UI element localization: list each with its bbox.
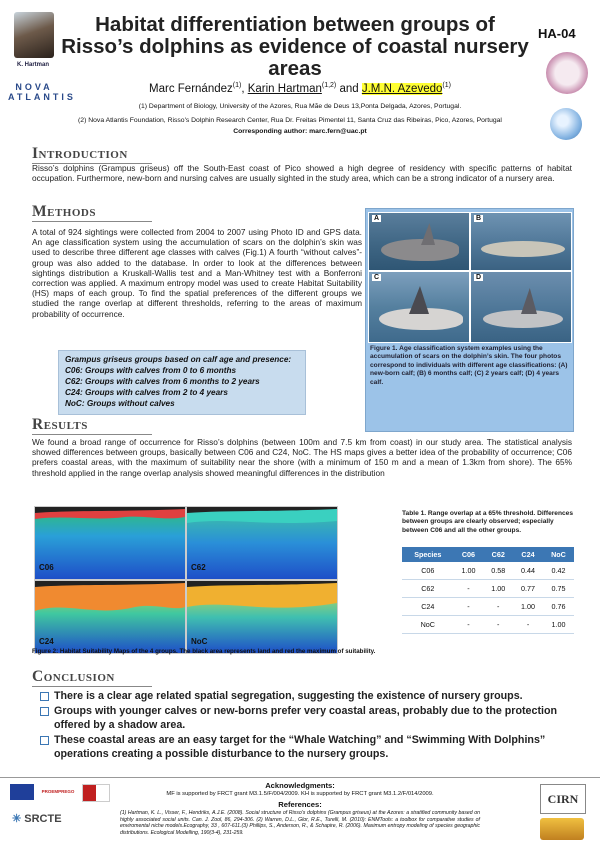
map-c24: C24 [34, 580, 186, 654]
photo-caption: K. Hartman [16, 62, 49, 68]
table-cell: NoC [402, 616, 454, 634]
checkbox-bullet-icon [40, 692, 49, 701]
table-cell: - [513, 616, 543, 634]
table-1-caption: Table 1. Range overlap at a 65% threshold. Differences between groups are clearly observed; especially between C06 and all the other groups. [402, 510, 574, 534]
table-cell: - [454, 616, 484, 634]
eu-flag-logo [10, 784, 34, 800]
author-photo [14, 12, 54, 58]
table-cell: 1.00 [543, 616, 574, 634]
table-cell: 0.77 [513, 580, 543, 598]
conclusion-item: Groups with younger calves or new-borns prefer very coastal areas, probably due to the protection offered by a shadow area. [40, 704, 570, 733]
table-cell: - [483, 598, 513, 616]
contact: Corresponding author: marc.fern@uac.pt [233, 128, 367, 135]
group-c62: C62: Groups with calves from 6 months to 2 years [65, 377, 260, 386]
proemprego-logo: PROEMPREGO [41, 789, 75, 794]
table-row [402, 598, 574, 616]
footer-divider [0, 777, 600, 778]
project-logo [540, 818, 584, 840]
conclusion-item: These coastal areas are an easy target for the “Whale Watching” and “Swimming With Dolphins” operations creating a possible disturbance to the nursery groups. [40, 733, 570, 762]
table-header: Species [402, 547, 454, 562]
introduction-text: Risso’s dolphins (Grampus griseus) off the South-East coast of Pico showed a high degree of residency with specific patterns of habitat occupation. Furthermore, new-born and nursing calves are usually sighted in the study area, which can be a strong indicator of a nursery area. [32, 163, 572, 184]
poster-title: Habitat differentiation between groups of Risso’s dolphins as evidence of coastal nursery areas [61, 13, 529, 80]
checkbox-bullet-icon [40, 736, 49, 745]
figure-1 [365, 208, 574, 432]
map-c62: C62 [186, 506, 338, 580]
references-text: (1) Hartman, K. L., Visser, F., Hendriks, A.J.E. (2008). Social structure of Risso’s dolphins (Grampus griseus) at the Azores: a stratified community based on highly associated social units. Can. J. Zool, 86, 294-306. (2) Warren, D.L., Glor, R.E., Turelli, M. (2010): ENMTools: a toolbox for comparative studies of enviromental niche models.Ecography, 33 , 607-611.(3) Phillips, S., Anderson, R., & Schapire, R. (2006). Maximum entropy modeling of species geographic distributions. Ecological Modelling, 190(3-4), 231-259. [120, 810, 480, 836]
table-cell: 1.00 [483, 580, 513, 598]
group-c24: C24: Groups with calves from 2 to 4 years [65, 388, 228, 397]
nova-atlantis-logo: NOVA ATLANTIS [8, 82, 76, 102]
authors: Marc Fernández$^{(1)}$, Karin Hartman$^{(1,2)}$ and J.M.N. Azevedo$^{(1)}$ [149, 82, 451, 95]
acknowledgments-heading: Acknowledgments: [265, 781, 335, 790]
table-cell: - [454, 580, 484, 598]
range-overlap-table [402, 547, 574, 634]
table-cell: 1.00 [454, 562, 484, 580]
table-cell: 1.00 [513, 598, 543, 616]
srcte-logo: ✳ SRCTE [12, 813, 62, 825]
figure-1-caption: Figure 1. Age classification system examples using the accumulation of scars on the dolphin’s skin. The four photos correspond to individuals with different age classifications: (A) new-born calf; (B) 6 months calf; (C) 2 years calf; (D) 4 years calf. [370, 345, 568, 386]
table-cell: C06 [402, 562, 454, 580]
table-cell: - [483, 616, 513, 634]
photo-c: C [368, 271, 470, 343]
conclusion-heading: Conclusion [32, 668, 152, 687]
figure-2-caption: Figure 2: Habitat Suitability Maps of the 4 groups. The black area represents land and red the maximum of suitability. [32, 648, 376, 655]
group-c06: C06: Groups with calves from 0 to 6 months [65, 366, 237, 375]
dolphin-logo [550, 108, 582, 140]
references-heading: References: [278, 800, 322, 809]
poster-code: HA-04 [538, 26, 576, 41]
conclusion-list [40, 689, 570, 762]
table-cell: 0.42 [543, 562, 574, 580]
methods-text: A total of 924 sightings were collected from 2004 to 2007 using Photo ID and GPS data. An age classification system using the accumulation of scars on the dolphin’s skin was used to describe three different age classes with calves (Fig.1) A fourth “without calves”-group was also added to the database. In order to look at the differences between sightings distribution a Kruskall-Wallis test and a Man-Whitney test with a Bonferroni correction was applied. A maximum entropy model was used to create Habitat Suitability (HS) maps of each group. To find the spatial preferences of the different groups we studied the range overlap at different thresholds, referring to the areas of maximum probability of occurrence. [32, 227, 362, 319]
table-cell: - [454, 598, 484, 616]
groups-title: Grampus griseus groups based on calf age and presence: [65, 355, 292, 364]
table-row [402, 616, 574, 634]
table-cell: 0.76 [543, 598, 574, 616]
table-cell: C24 [402, 598, 454, 616]
table-cell: 0.44 [513, 562, 543, 580]
photo-a: A [368, 212, 470, 271]
map-c06: C06 [34, 506, 186, 580]
results-text: We found a broad range of occurrence for Risso’s dolphins (between 100m and 7.5 km from coast) in our study area. The statistical analysis showed differences between groups, basically between C06 and C24, NoC. The HS maps gives a better idea of the probability of occurrence; C06 prefers coastal areas, with the maximum of suitability near the shore (with a minimum of 150 m and a mean of 1.3km from shore). The 65% threshold applied in the range overlap analysis showed meaningful differences in the distribution [32, 437, 572, 478]
acknowledgments-text: MF is supported by FRCT grant M3.1.5/F/004/2009. KH is supported by FRCT grant M3.1.2/F/014/2009. [166, 791, 434, 797]
table-row [402, 580, 574, 598]
cirn-logo: CIRN [540, 784, 586, 814]
map-noc: NoC [186, 580, 338, 654]
table-cell: 0.58 [483, 562, 513, 580]
photo-d: D [470, 271, 572, 343]
methods-heading: Methods [32, 203, 152, 222]
flag-logo [82, 784, 110, 802]
table-header: C06 [454, 547, 484, 562]
affiliation-1: (1) Department of Biology, University of the Azores, Rua Mãe de Deus 13,Ponta Delgada, Azores, Portugal. [138, 103, 462, 110]
table-row [402, 562, 574, 580]
table-header: NoC [543, 547, 574, 562]
results-heading: Results [32, 416, 152, 435]
checkbox-bullet-icon [40, 707, 49, 716]
university-seal-logo [546, 52, 588, 94]
introduction-heading: Introduction [32, 145, 152, 164]
photo-b: B [470, 212, 572, 271]
affiliation-2: (2) Nova Atlantis Foundation, Risso's Dolphin Research Center, Rua Dr. Freitas Pimentel 11, Santa Cruz das Ribeiras, Pico, Azores, Portugal [78, 117, 502, 124]
table-header: C62 [483, 547, 513, 562]
table-cell: 0.75 [543, 580, 574, 598]
groups-box [58, 350, 306, 415]
table-cell: C62 [402, 580, 454, 598]
table-header: C24 [513, 547, 543, 562]
conclusion-item: There is a clear age related spatial segregation, suggesting the existence of nursery groups. [40, 689, 570, 704]
group-noc: NoC: Groups without calves [65, 399, 175, 408]
